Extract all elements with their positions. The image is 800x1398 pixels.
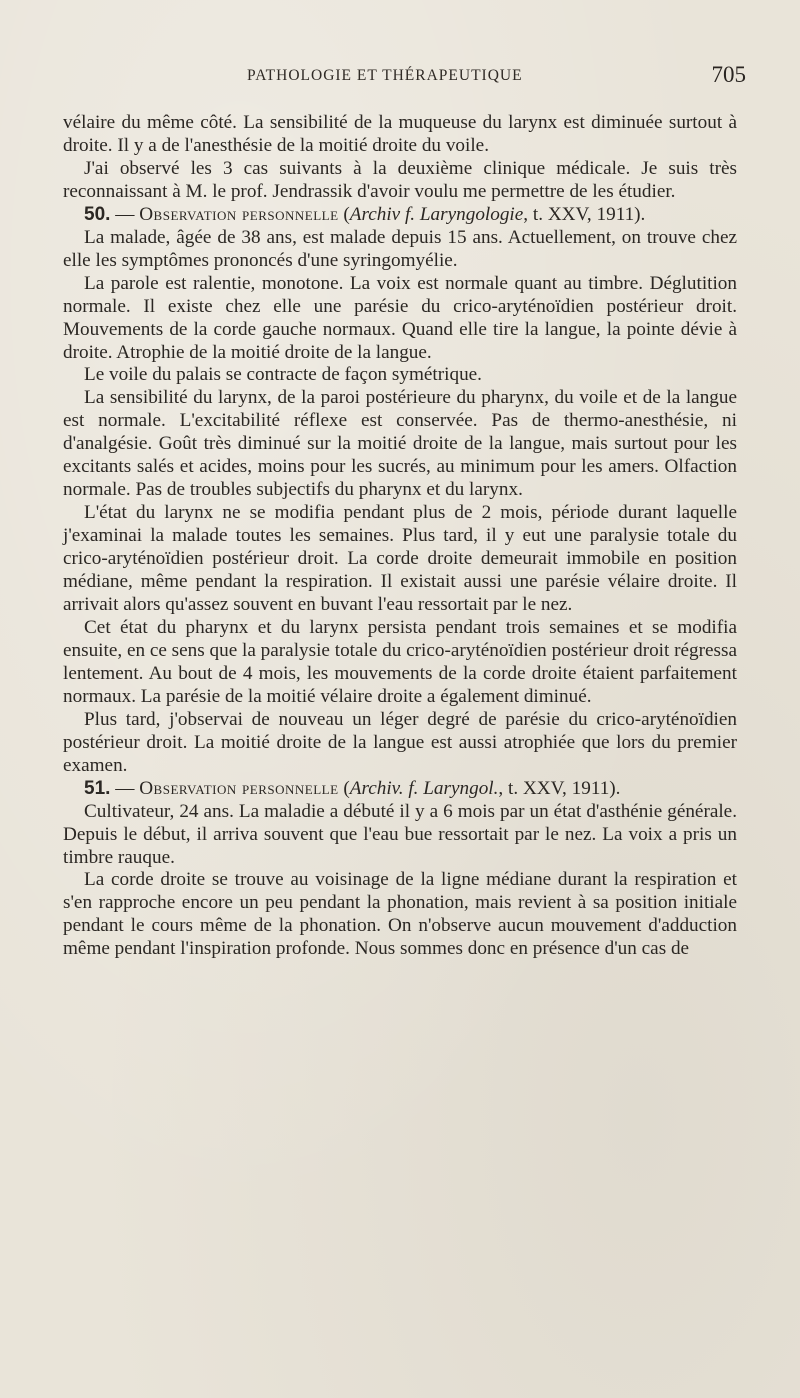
paragraph: vélaire du même côté. La sensibilité de la muqueuse du larynx est diminuée surtout à droite. Il y a de l'anesthésie de la moitié droite du voile. [63,112,737,156]
journal-title: Archiv f. Laryngologie [349,203,524,225]
paragraph: L'état du larynx ne se modifia pendant plus de 2 mois, période durant laquelle j'examinai la malade toutes les semaines. Plus tard, il y eut une paralysie totale du crico-aryténoïdien postérieur droit. La corde droite demeurait immobile en position médiane, même pendant la respiration. Il existait aussi une parésie vélaire droite. Il arrivait alors qu'assez souvent en buvant l'eau ressortait par le nez. [63,502,737,616]
paragraph: Cet état du pharynx et du larynx persista pendant trois semaines et se modifia ensuite, en ce sens que la paralysie totale du crico-aryténoïdien postérieur droit régressa lentement. Au bout de 4 mois, les mouvements de la corde droite étaient parfaitement normaux. La parésie de la moitié vélaire droite a également diminué. [63,616,737,707]
paragraph: La parole est ralentie, monotone. La voix est normale quant au timbre. Déglutition normale. Il existe chez elle une parésie du crico-aryténoïdien postérieur droit. Mouvements de la corde gauche normaux. Quand elle tire la langue, la pointe dévie à droite. Atrophie de la moitié droite de la langue. [63,272,737,363]
citation-open: ( [338,777,350,799]
page-body [63,112,737,961]
paragraph: J'ai observé les 3 cas suivants à la deuxième clinique médicale. Je suis très reconnaissant à M. le prof. Jendrassik d'avoir voulu me permettre de les étudier. [63,157,737,202]
running-title: PATHOLOGIE ET THÉRAPEUTIQUE [247,67,523,84]
paragraph: La sensibilité du larynx, de la paroi postérieure du pharynx, du voile et de la langue est normale. L'excitabilité réflexe est conservée. Pas de thermo-anesthésie, ni d'analgésie. Goût très diminué sur la moitié droite de la langue, mais surtout pour les excitants salés et acides, moins pour les sucrés, au minimum pour les amers. Olfaction normale. Pas de troubles subjectifs du pharynx et du larynx. [63,387,737,501]
observation-dash: — [110,203,140,225]
citation-volume: , t. XXV, 1911). [498,777,621,799]
observation-label: Observation personnelle [139,203,339,225]
paragraph: La corde droite se trouve au voisinage de la ligne médiane durant la respiration et s'en rapproche encore un peu pendant la phonation, mais revient à sa position initiale pendant le cours même de la phonation. On n'observe aucun mouvement d'adduction même pendant l'inspiration profonde. Nous sommes donc en présence d'un cas de [63,869,737,960]
paragraph: Le voile du palais se contracte de façon symétrique. [84,364,482,386]
page-header [62,62,746,91]
citation-open: ( [338,203,350,225]
page-number: 705 [711,62,746,87]
paragraph: Cultivateur, 24 ans. La maladie a débuté il y a 6 mois par un état d'asthénie générale. Depuis le début, il arriva souvent que l'eau bue ressortait par le nez. La voix a pris un timbre rauque. [63,800,737,868]
observation-heading [63,204,737,227]
journal-title: Archiv. f. Laryngol. [349,777,499,799]
observation-number: 51. [84,777,111,799]
observation-label: Observation personnelle [139,777,339,799]
observation-number: 50. [84,203,111,225]
observation-heading [63,778,737,801]
paragraph: La malade, âgée de 38 ans, est malade depuis 15 ans. Actuellement, on trouve chez elle les symptômes prononcés d'une syringomyélie. [63,226,737,271]
citation-volume: , t. XXV, 1911). [523,203,646,225]
observation-dash: — [110,777,140,799]
paragraph: Plus tard, j'observai de nouveau un léger degré de parésie du crico-aryténoïdien postérieur droit. La moitié droite de la langue est aussi atrophiée que lors du premier examen. [63,708,737,776]
